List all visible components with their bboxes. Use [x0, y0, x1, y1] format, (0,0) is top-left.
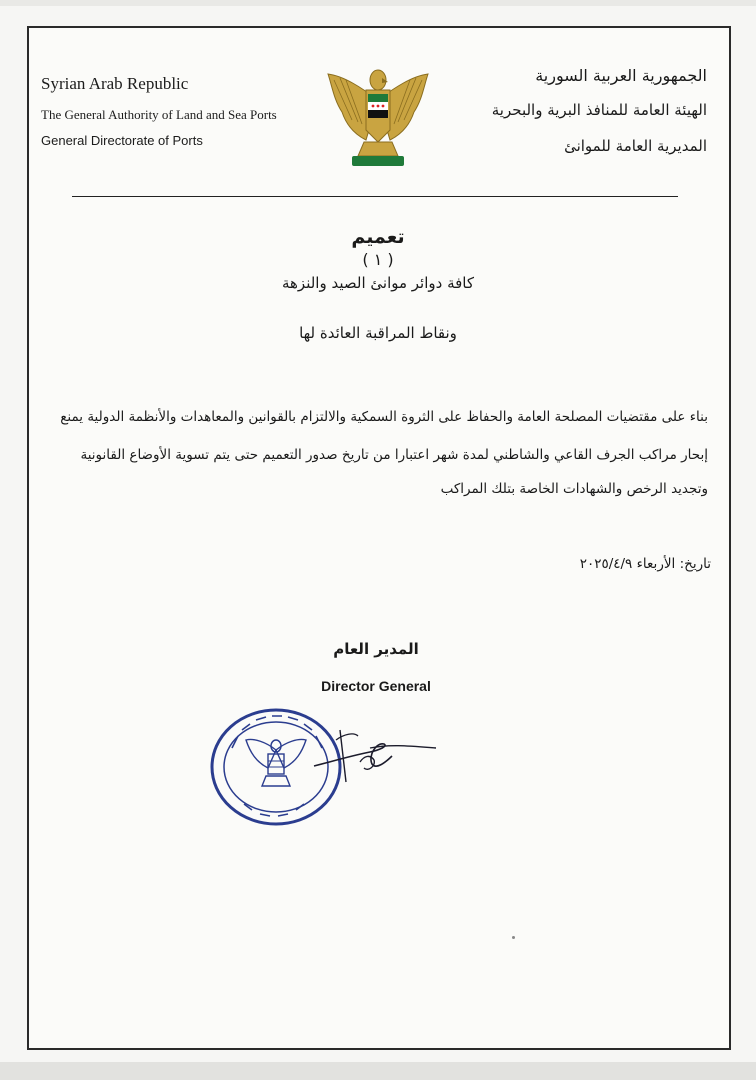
issue-date: تاريخ: الأربعاء ٢٠٢٥/٤/٩: [579, 556, 711, 572]
document-border: [27, 26, 731, 1050]
addressee-line-1: كافة دوائر موانئ الصيد والنزهة: [281, 274, 475, 292]
letterhead-en-country: Syrian Arab Republic: [41, 74, 189, 93]
scan-speck: [512, 936, 515, 939]
letterhead-en-directorate: General Directorate of Ports: [41, 133, 203, 148]
letterhead-en-authority: The General Authority of Land and Sea Ports: [41, 107, 277, 122]
letterhead-ar-directorate: المديرية العامة للموانئ: [564, 137, 707, 155]
addressee-line-2: ونقاط المراقبة العائدة لها: [299, 324, 457, 342]
signatory-title-ar: المدير العام: [333, 640, 419, 658]
circular-number: ( ١ ): [362, 250, 394, 269]
body-line-1: بناء على مقتضيات المصلحة العامة والحفاظ على الثروة السمكية والالتزام بالقوانين والمعاهدات والأنظمة الدولية يمنع: [60, 409, 708, 425]
signatory-title-en: Director General: [321, 678, 431, 694]
scan-bottom-strip: [0, 1062, 756, 1080]
body-line-3: وتجديد الرخص والشهادات الخاصة بتلك المراكب: [440, 481, 708, 497]
page-top-edge: [0, 0, 756, 6]
body-line-2: إبحار مراكب الجرف القاعي والشاطني لمدة شهر اعتبارا من تاريخ صدور التعميم حتى يتم تسوية الأوضاع القانونية: [80, 447, 708, 463]
header-divider: [72, 196, 678, 197]
syrian-eagle-emblem-icon: [322, 60, 434, 172]
handwritten-signature-icon: [310, 722, 440, 792]
circular-title: تعميم: [351, 226, 405, 248]
letterhead-ar-authority: الهيئة العامة للمنافذ البرية والبحرية: [491, 101, 707, 119]
letterhead-ar-country: الجمهورية العربية السورية: [535, 66, 707, 85]
